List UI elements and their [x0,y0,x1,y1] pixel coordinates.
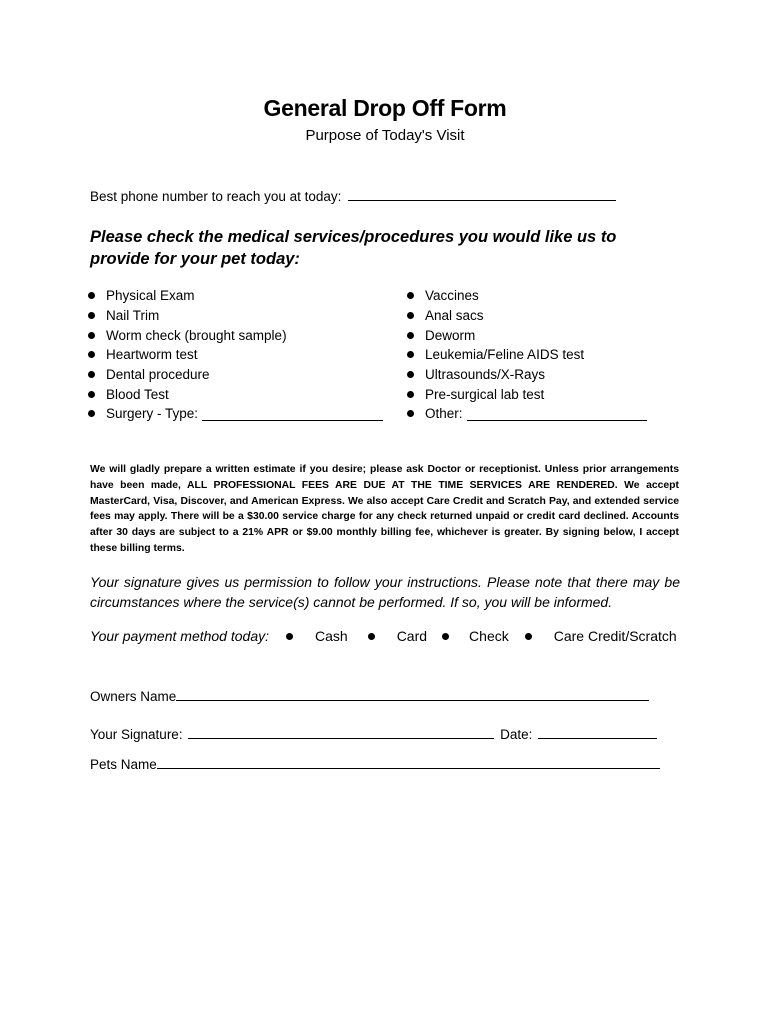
signature-label: Your Signature: [90,727,183,742]
bullet-icon [88,312,95,319]
service-item[interactable] [407,306,707,326]
bullet-icon [88,410,95,417]
bullet-icon [88,351,95,358]
date-label: Date: [500,727,533,742]
date-field[interactable] [538,724,657,739]
service-item[interactable] [407,345,707,365]
payment-option-label: Cash [315,628,348,644]
service-item[interactable] [88,345,388,365]
service-label: Surgery - Type: [106,406,199,422]
bullet-icon [88,332,95,339]
bullet-icon [407,292,414,299]
payment-option-card[interactable] [368,628,427,644]
service-label: Other: [425,406,463,422]
service-label: Worm check (brought sample) [106,327,287,343]
service-item[interactable] [407,325,707,345]
payment-option-check[interactable] [442,628,509,644]
service-label: Pre-surgical lab test [425,386,545,402]
service-label: Anal sacs [425,308,484,324]
service-label: Ultrasounds/X-Rays [425,367,546,383]
service-item[interactable] [88,325,388,345]
service-item[interactable] [407,365,707,385]
service-item[interactable] [407,384,707,404]
signature-note: Your signature gives us permission to follow your instructions. Please note that there may be circumstances where the service(s) cannot be performed. If so, you will be informed. [90,574,680,610]
billing-terms: We will gladly prepare a written estimate if you desire; please ask Doctor or receptionist. Unless prior arrangements have been made, ALL PROFESSIONAL FEES ARE DUE AT THE TIME SERVICES ARE RENDERED. We accept MasterCard, Visa, Discover, and American Express. We also accept Care Credit and Scratch Pay, and extended service fees may apply. There will be a $30.00 service charge for any check returned unpaid or credit card declined. Accounts after 30 days are subject to a 21% APR or $9.00 monthly billing fee, whichever is greater. By signing below, I accept these billing terms. [90,464,679,554]
service-item[interactable] [88,404,388,424]
bullet-icon [88,391,95,398]
phone-label: Best phone number to reach you at today: [90,189,342,204]
bullet-icon [442,633,449,640]
signature-field[interactable] [188,724,494,739]
owners-name-field[interactable] [176,686,649,701]
payment-label: Your payment method today: [90,628,269,644]
service-label: Deworm [425,327,476,343]
bullet-icon [407,332,414,339]
bullet-icon [525,633,532,640]
phone-row [90,186,616,204]
service-label: Blood Test [106,386,169,402]
form-title: General Drop Off Form [263,95,507,121]
service-label: Vaccines [425,288,479,304]
service-label: Nail Trim [106,308,160,324]
bullet-icon [88,371,95,378]
payment-row [90,628,677,644]
payment-option-care-credit[interactable] [525,628,677,644]
bullet-icon [407,391,414,398]
payment-option-cash[interactable] [286,628,348,644]
service-item[interactable] [88,384,388,404]
payment-option-label: Check [469,628,509,644]
bullet-icon [368,633,375,640]
owners-name-label: Owners Name [90,689,177,704]
other-service-field[interactable] [467,406,647,421]
bullet-icon [407,410,414,417]
bullet-icon [407,351,414,358]
service-item[interactable] [88,365,388,385]
services-heading: Please check the medical services/procedures you would like us to provide for your pet today: [90,228,617,268]
signature-row [90,724,657,742]
services-list-right [407,286,707,424]
bullet-icon [88,292,95,299]
service-label: Leukemia/Feline AIDS test [425,347,585,363]
service-label: Dental procedure [106,367,210,383]
surgery-type-field[interactable] [202,406,383,421]
form-subtitle: Purpose of Today's Visit [305,127,465,144]
payment-option-label: Card [396,628,428,644]
services-list-left [88,286,388,424]
pets-name-label: Pets Name [90,757,157,772]
service-item[interactable] [407,286,707,306]
bullet-icon [286,633,293,640]
service-item[interactable] [88,286,388,306]
service-item[interactable] [407,404,707,424]
bullet-icon [407,312,414,319]
service-label: Physical Exam [106,288,195,304]
service-item[interactable] [88,306,388,326]
payment-option-label: Care Credit/Scratch [553,628,677,644]
service-label: Heartworm test [106,347,198,363]
phone-field[interactable] [348,186,616,201]
pets-name-row [90,754,660,772]
bullet-icon [407,371,414,378]
owners-name-row [90,686,649,704]
pets-name-field[interactable] [157,754,660,769]
